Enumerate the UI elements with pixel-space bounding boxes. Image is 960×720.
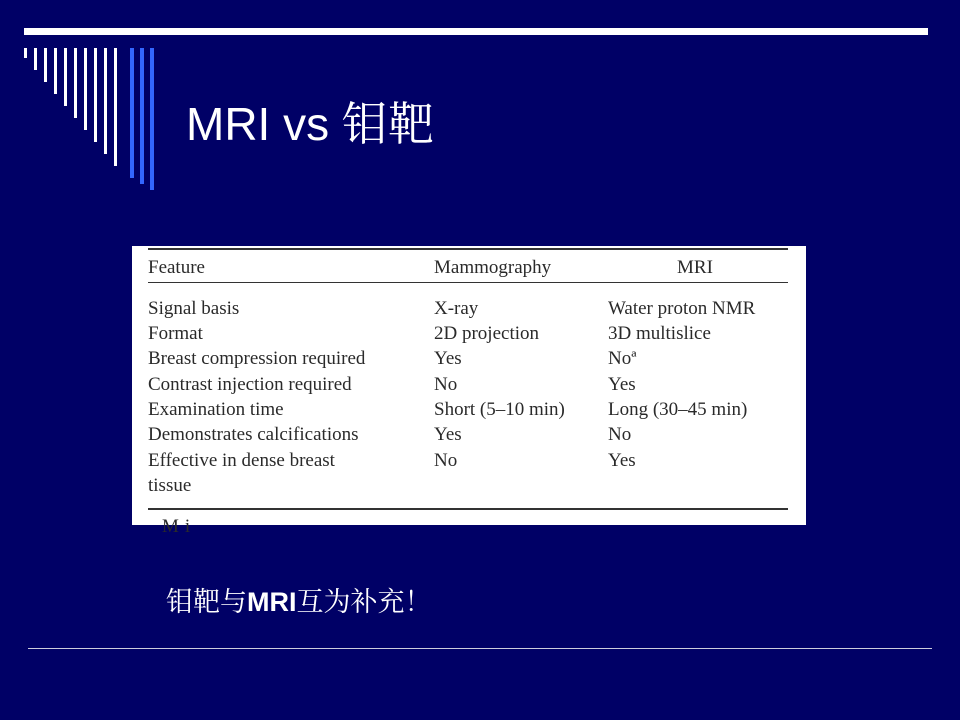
row-4-feature: Examination time bbox=[148, 399, 284, 420]
table-top-rule bbox=[148, 248, 788, 250]
row-6-feature: Effective in dense breast bbox=[148, 450, 335, 471]
row-2-mammography: Yes bbox=[434, 348, 462, 369]
row-5-feature: Demonstrates calcifications bbox=[148, 424, 359, 445]
row-0-mri: Water proton NMR bbox=[608, 298, 756, 319]
caption-bold: MRI bbox=[247, 587, 297, 617]
row-5-mri: No bbox=[608, 424, 632, 445]
row-4-mri: Long (30–45 min) bbox=[608, 399, 748, 420]
row-1-mammography: 2D projection bbox=[434, 323, 540, 344]
slide-title: MRI vs 钼靶 bbox=[186, 98, 434, 150]
row-0-mammography: X-ray bbox=[434, 298, 479, 319]
row-7-feature: tissue bbox=[148, 475, 192, 496]
row-1-mri: 3D multislice bbox=[608, 323, 711, 344]
row-2-feature: Breast compression required bbox=[148, 348, 366, 369]
table-bottom-rule bbox=[148, 508, 788, 510]
row-3-feature: Contrast injection required bbox=[148, 374, 352, 395]
header-mri: MRI bbox=[677, 257, 713, 278]
header-feature: Feature bbox=[148, 257, 205, 278]
decorative-bars bbox=[0, 0, 170, 200]
row-6-mri: Yes bbox=[608, 450, 636, 471]
table-footnote-cut: Mi bbox=[162, 516, 197, 537]
caption-prefix: 钼靶与 bbox=[166, 587, 247, 618]
row-6-mammography: No bbox=[434, 450, 458, 471]
row-3-mammography: No bbox=[434, 374, 458, 395]
bottom-rule bbox=[28, 648, 932, 649]
row-1-feature: Format bbox=[148, 323, 203, 344]
slide-caption bbox=[166, 580, 432, 619]
row-5-mammography: Yes bbox=[434, 424, 462, 445]
table-header-rule bbox=[148, 282, 788, 283]
caption-suffix: 互为补充！ bbox=[296, 587, 432, 618]
comparison-table bbox=[132, 246, 806, 537]
row-4-mammography: Short (5–10 min) bbox=[434, 399, 565, 420]
row-2-mri: Noª bbox=[608, 348, 637, 369]
row-0-feature: Signal basis bbox=[148, 298, 240, 319]
row-3-mri: Yes bbox=[608, 374, 636, 395]
header-mammography: Mammography bbox=[434, 257, 552, 278]
